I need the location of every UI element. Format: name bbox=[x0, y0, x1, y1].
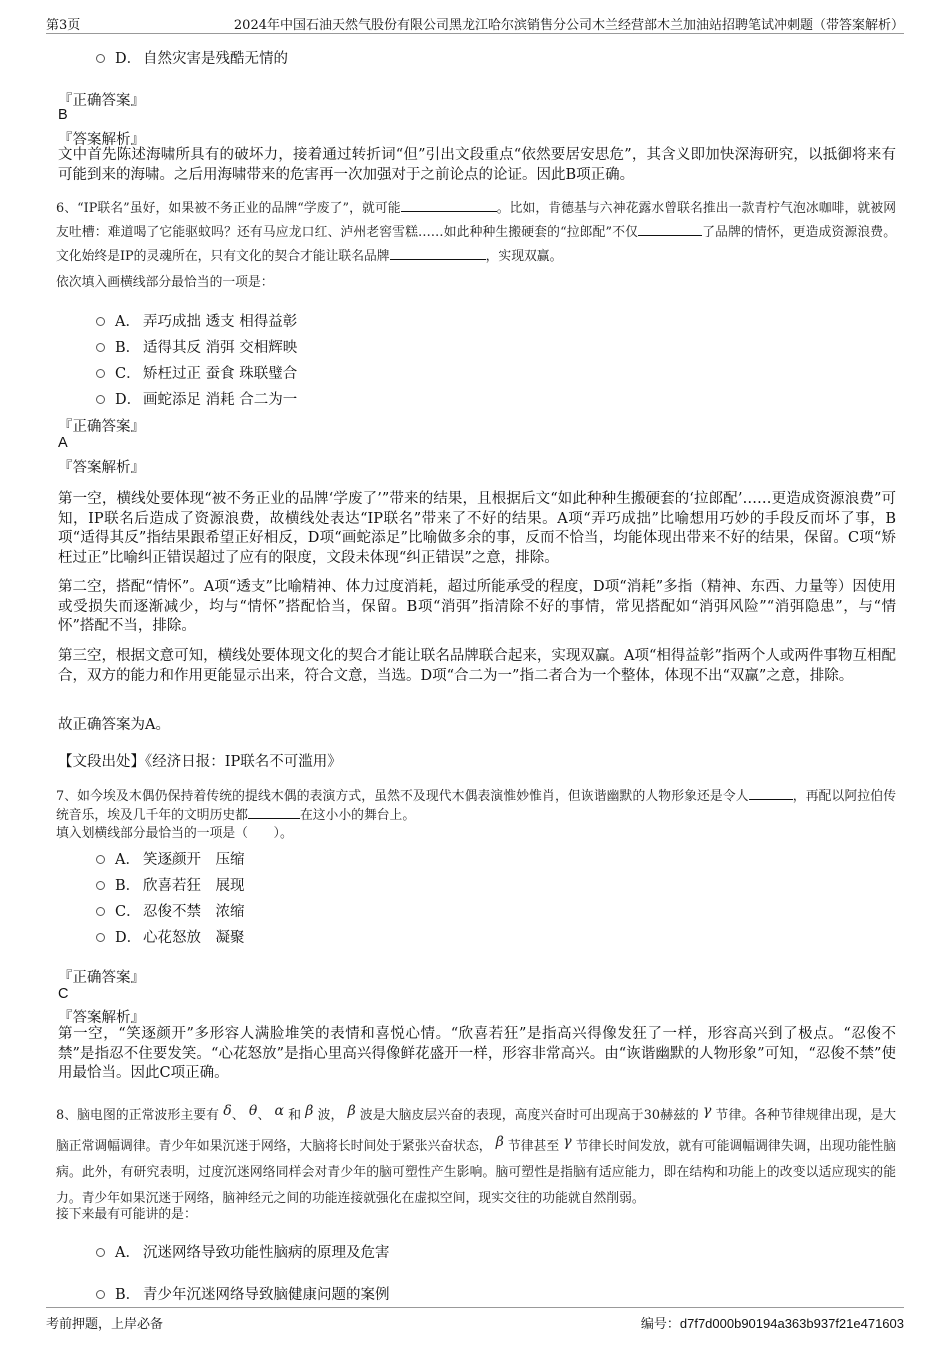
q7-blank-2 bbox=[248, 806, 300, 819]
q7-option-b[interactable]: B． 欣喜若狂 展现 bbox=[96, 874, 245, 895]
q7-analysis-label: 『答案解析』 bbox=[58, 1010, 145, 1026]
q5-analysis: 文中首先陈述海啸所具有的破坏力，接着通过转折词“但”引出文段重点“依然要居安思危”，其含义即加快深海研究，以抵御将来有可能到来的海啸。之后用海啸带来的危害再一次加强对于之前论点的论证。因此B项正确。 bbox=[58, 147, 896, 183]
beta-symbol: β bbox=[305, 1103, 314, 1119]
theta-symbol: θ bbox=[248, 1103, 258, 1119]
q6-analysis-p4: 故正确答案为A。 bbox=[58, 717, 170, 733]
q8-option-b[interactable]: B． 青少年沉迷网络导致脑健康问题的案例 bbox=[96, 1283, 390, 1304]
radio-icon[interactable] bbox=[96, 1248, 105, 1257]
q7-analysis: 第一空，“笑逐颜开”多形容人满脸堆笑的表情和喜悦心情。“欣喜若狂”是指高兴得像发狂了一样，形容高兴到了极点。“忍俊不禁”是指忍不住要发笑。“心花怒放”是指心里高兴得像鲜花盛开一样，形容非常高兴。由“诙谐幽默的人物形象”可知，“忍俊不禁”使用最恰当。因此C项正确。 bbox=[58, 1026, 896, 1081]
radio-icon[interactable] bbox=[96, 881, 105, 890]
radio-icon[interactable] bbox=[96, 1290, 105, 1299]
alpha-symbol: α bbox=[274, 1103, 285, 1119]
page-number: 第3页 bbox=[46, 18, 81, 33]
q6-answer: A bbox=[58, 435, 68, 451]
q6-blank-3 bbox=[390, 247, 486, 260]
q7-answer-label: 『正确答案』 bbox=[58, 970, 145, 986]
q5-option-d[interactable]: D． 自然灾害是残酷无情的 bbox=[96, 47, 288, 68]
q6-option-d[interactable]: D． 画蛇添足 消耗 合二为一 bbox=[96, 388, 297, 409]
q6-blank-1 bbox=[401, 199, 497, 212]
footer-divider bbox=[46, 1307, 904, 1308]
q7-answer: C bbox=[58, 986, 69, 1002]
q6-analysis-p1: 第一空，横线处要体现“被不务正业的品牌‘学废了’”带来的结果，且根据后文“如此种种生搬硬套的‘拉郎配’……更造成资源浪费”可知，IP联名后造成了资源浪费，故横线处表达“IP联名”带来了不好的结果。A项“弄巧成拙”比喻想用巧妙的手段反而坏了事，B项“适得其反”指结果跟希望正好相反，D项“画蛇添足”比喻做多余的事，反而不恰当，均能体现出带来不好的结果，保留。C项“矫枉过正”比喻纠正错误超过了应有的限度，文段未体现“纠正错误”之意，排除。 bbox=[58, 491, 896, 566]
q8-option-a[interactable]: A． 沉迷网络导致功能性脑病的原理及危害 bbox=[96, 1241, 390, 1262]
q7-blank-1 bbox=[749, 787, 793, 800]
header-divider bbox=[46, 33, 904, 34]
gamma-symbol: γ bbox=[563, 1134, 572, 1150]
radio-icon[interactable] bbox=[96, 395, 105, 404]
q7-option-a[interactable]: A． 笑逐颜开 压缩 bbox=[96, 848, 245, 869]
q8-stem: 8、脑电图的正常波形主要有 δ、 θ、 α 和 β 波， β 波是大脑皮层兴奋的表现，高度兴奋时可出现高于30赫兹的 γ 节律。各种节律规律出现，是大脑正常调幅调律。青少年如果沉迷于网络，大脑将长时间处于紧张兴奋状态， β 节律甚至 γ 节律长时间发放，就有可能调幅调律失调，出现功能性脑病。此外，有研究表明，过度沉迷网络同样会对青少年的脑可塑性产生影响。脑可塑性是指脑有适应能力，即在结构和功能上的改变以适应现实的能力。青少年如果沉迷于网络，脑神经元之间的功能连接就强化在虚拟空间，现实交往的功能就自然削弱。 bbox=[56, 1103, 897, 1206]
q6-stem: 6、“IP联名”虽好，如果被不务正业的品牌“学废了”，就可能 。比如，肯德基与六神花露水曾联名推出一款青柠气泡冰咖啡，就被网友吐槽：难道喝了它能驱蚊吗？还有马应龙口红、泸州老窖雪糕……如此种种生搬硬套的“拉郎配”不仅 了品牌的情怀，更造成资源浪费。文化始终是IP的灵魂所在，只有文化的契合才能让联名品牌 ，实现双赢。 bbox=[56, 201, 897, 264]
q5-answer: B bbox=[58, 107, 68, 123]
footer-code: 编号：d7f7d000b90194a363b937f21e471603 bbox=[640, 1316, 904, 1332]
radio-icon[interactable] bbox=[96, 317, 105, 326]
q7-option-c[interactable]: C． 忍俊不禁 浓缩 bbox=[96, 900, 245, 921]
q6-source: 【文段出处】《经济日报：IP联名不可滥用》 bbox=[58, 754, 342, 770]
q6-option-a[interactable]: A． 弄巧成拙 透支 相得益彰 bbox=[96, 310, 297, 331]
q6-answer-label: 『正确答案』 bbox=[58, 419, 145, 435]
q6-option-c[interactable]: C． 矫枉过正 蚕食 珠联璧合 bbox=[96, 362, 297, 383]
q6-analysis-label: 『答案解析』 bbox=[58, 460, 145, 476]
radio-icon[interactable] bbox=[96, 343, 105, 352]
document-title: 2024年中国石油天然气股份有限公司黑龙江哈尔滨销售分公司木兰经营部木兰加油站招聘笔试冲刺题（带答案解析） bbox=[233, 18, 904, 33]
q6-option-b[interactable]: B． 适得其反 消弭 交相辉映 bbox=[96, 336, 297, 357]
q7-option-d[interactable]: D． 心花怒放 凝聚 bbox=[96, 926, 245, 947]
beta-symbol: β bbox=[495, 1134, 504, 1150]
radio-icon[interactable] bbox=[96, 907, 105, 916]
q5-answer-label: 『正确答案』 bbox=[58, 93, 145, 109]
delta-symbol: δ bbox=[223, 1103, 232, 1119]
radio-icon[interactable] bbox=[96, 933, 105, 942]
radio-icon[interactable] bbox=[96, 855, 105, 864]
gamma-symbol: γ bbox=[702, 1103, 712, 1119]
radio-icon[interactable] bbox=[96, 369, 105, 378]
page-header bbox=[46, 14, 904, 34]
q6-blank-2 bbox=[638, 223, 702, 236]
q5-analysis-label: 『答案解析』 bbox=[58, 132, 145, 148]
beta-symbol: β bbox=[347, 1103, 356, 1119]
footer-slogan: 考前押题，上岸必备 bbox=[46, 1317, 164, 1332]
q6-analysis-p3: 第三空，根据文意可知，横线处要体现文化的契合才能让联名品牌联合起来，实现双赢。A项“相得益彰”指两个人或两件事物互相配合，双方的能力和作用更能显示出来，符合文意，当选。D项“合二为一”指二者合为一个整体，体现不出“双赢”之意，排除。 bbox=[58, 648, 896, 684]
q7-prompt: 填入划横线部分最恰当的一项是（ ）。 bbox=[56, 826, 293, 841]
q7-stem: 7、如今埃及木偶仍保持着传统的提线木偶的表演方式，虽然不及现代木偶表演惟妙惟肖，但诙谐幽默的人物形象还是令人 ，再配以阿拉伯传统音乐，埃及几千年的文明历史都 在这小小的舞台上。 bbox=[56, 789, 896, 823]
q6-prompt: 依次填入画横线部分最恰当的一项是： bbox=[56, 275, 274, 290]
radio-icon[interactable] bbox=[96, 54, 105, 63]
q6-analysis-p2: 第二空，搭配“情怀”。A项“透支”比喻精神、体力过度消耗，超过所能承受的程度，D项“消耗”多指（精神、东西、力量等）因使用或受损失而逐渐减少，均与“情怀”搭配恰当，保留。B项“消弭”指清除不好的事情，常见搭配如“消弭风险”“消弭隐患”，与“情怀”搭配不当，排除。 bbox=[58, 579, 896, 634]
q8-prompt: 接下来最有可能讲的是： bbox=[56, 1207, 197, 1222]
